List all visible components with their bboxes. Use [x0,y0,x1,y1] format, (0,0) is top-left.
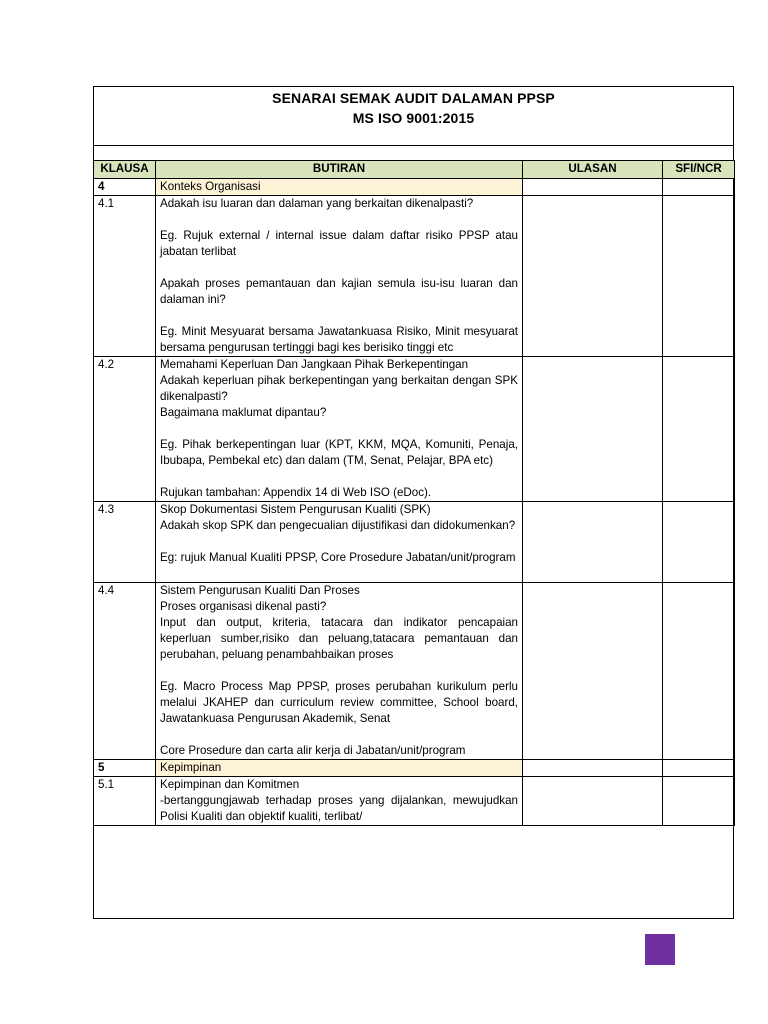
sfi-ncr-cell[interactable] [663,760,735,777]
table-row [94,357,735,502]
paragraph-gap [160,469,518,485]
klausa-cell: 4.4 [94,583,156,760]
butiran-cell [156,760,523,777]
sfi-ncr-cell[interactable] [663,583,735,760]
paragraph-gap [160,534,518,550]
butiran-paragraph: -bertanggungjawab terhadap proses yang dijalankan, mewujudkan Polisi Kualiti dan objektif kualiti, terlibat/ [160,794,518,823]
butiran-paragraph: Kepimpinan dan Komitmen [160,778,300,791]
paragraph-gap [160,421,518,437]
butiran-cell [156,502,523,583]
butiran-paragraph: Eg: rujuk Manual Kualiti PPSP, Core Prosedure Jabatan/unit/program [160,551,516,564]
paragraph-gap [160,260,518,276]
audit-checklist-page [93,86,734,919]
sfi-ncr-cell[interactable] [663,777,735,826]
ulasan-cell[interactable] [523,196,663,357]
klausa-cell: 4.1 [94,196,156,357]
butiran-paragraph: Apakah proses pemantauan dan kajian semula isu-isu luaran dan dalaman ini? [160,277,518,306]
ulasan-cell[interactable] [523,760,663,777]
page-marker-square [645,934,675,965]
table-row [94,583,735,760]
butiran-paragraph: Adakah skop SPK dan pengecualian dijustifikasi dan didokumenkan? [160,519,516,532]
klausa-cell: 4.3 [94,502,156,583]
butiran-cell [156,196,523,357]
butiran-cell [156,357,523,502]
audit-table [93,160,735,826]
ulasan-cell[interactable] [523,357,663,502]
title-divider [94,145,733,146]
section-row [94,760,735,777]
document-title: SENARAI SEMAK AUDIT DALAMAN PPSP [272,90,555,106]
paragraph-gap [160,566,518,582]
sfi-ncr-cell[interactable] [663,502,735,583]
ulasan-cell[interactable] [523,502,663,583]
document-standard: MS ISO 9001:2015 [352,110,475,126]
table-header-row [94,161,735,179]
paragraph-gap [160,212,518,228]
butiran-paragraph: Input dan output, kriteria, tatacara dan indikator pencapaian keperluan sumber,risiko dan peluang,tatacara pemantauan dan perubahan, peluang penambahbaikan proses [160,616,518,661]
butiran-paragraph: Bagaimana maklumat dipantau? [160,406,327,419]
paragraph-gap [160,727,518,743]
butiran-cell [156,583,523,760]
butiran-cell [156,179,523,196]
ulasan-cell[interactable] [523,777,663,826]
butiran-paragraph: Eg. Rujuk external / internal issue dalam daftar risiko PPSP atau jabatan terlibat [160,229,518,258]
butiran-paragraph: Memahami Keperluan Dan Jangkaan Pihak Berkepentingan [160,358,469,371]
butiran-paragraph: Sistem Pengurusan Kualiti Dan Proses [160,584,360,597]
butiran-paragraph: Skop Dokumentasi Sistem Pengurusan Kualiti (SPK) [160,503,431,516]
ulasan-cell[interactable] [523,179,663,196]
section-title: Kepimpinan [160,761,222,774]
butiran-paragraph: Eg. Pihak berkepentingan luar (KPT, KKM, MQA, Komuniti, Penaja, Ibubapa, Pembekal etc) dan dalam (TM, Senat, Pelajar, BPA etc) [160,438,518,467]
header-butiran: BUTIRAN [156,161,523,179]
butiran-paragraph: Eg. Macro Process Map PPSP, proses perubahan kurikulum perlu melalui JKAHEP dan curriculum review committee, School board, Jawatankuasa Pengurusan Akademik, Senat [160,680,518,725]
butiran-paragraph: Core Prosedure dan carta alir kerja di Jabatan/unit/program [160,744,466,757]
table-row [94,196,735,357]
klausa-cell: 5.1 [94,777,156,826]
document-title-block [94,87,733,145]
butiran-paragraph: Adakah keperluan pihak berkepentingan yang berkaitan dengan SPK dikenalpasti? [160,374,518,403]
butiran-paragraph: Eg. Minit Mesyuarat bersama Jawatankuasa Risiko, Minit mesyuarat bersama pengurusan tertinggi bagi kes berisiko tinggi etc [160,325,518,354]
klausa-cell: 4.2 [94,357,156,502]
table-row [94,777,735,826]
butiran-paragraph: Adakah isu luaran dan dalaman yang berkaitan dikenalpasti? [160,197,474,210]
butiran-paragraph: Rujukan tambahan: Appendix 14 di Web ISO (eDoc). [160,486,432,499]
paragraph-gap [160,663,518,679]
butiran-paragraph: Proses organisasi dikenal pasti? [160,600,327,613]
sfi-ncr-cell[interactable] [663,196,735,357]
paragraph-gap [160,308,518,324]
ulasan-cell[interactable] [523,583,663,760]
klausa-cell: 5 [94,760,156,777]
klausa-cell: 4 [94,179,156,196]
header-klausa: KLAUSA [94,161,156,179]
header-ulasan: ULASAN [523,161,663,179]
header-sfi-ncr: SFI/NCR [663,161,735,179]
sfi-ncr-cell[interactable] [663,357,735,502]
table-body [94,179,735,826]
table-row [94,502,735,583]
section-row [94,179,735,196]
sfi-ncr-cell[interactable] [663,179,735,196]
butiran-cell [156,777,523,826]
section-title: Konteks Organisasi [160,180,261,193]
